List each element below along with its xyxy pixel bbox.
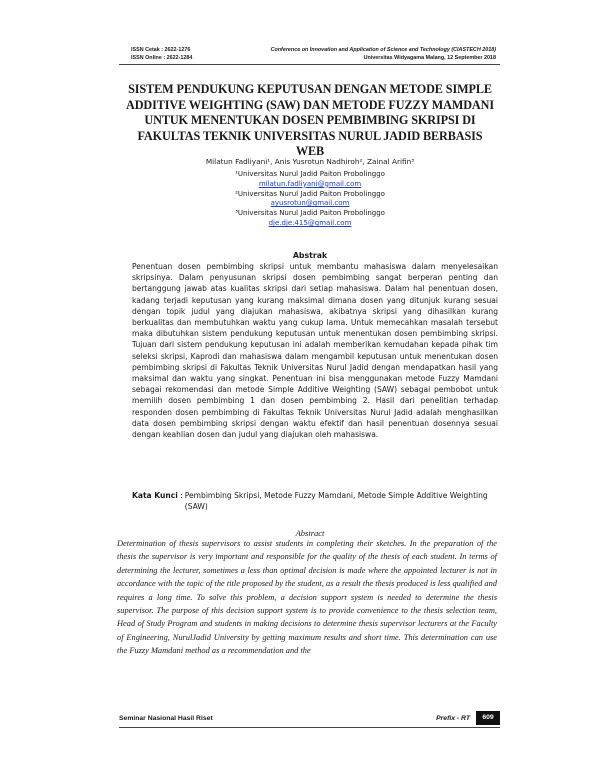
author-list: Milatun Fadliyani¹, Anis Yusrotun Nadhiroh², Zainal Arifin³	[205, 157, 415, 166]
abstract-en-heading: Abstract	[295, 528, 325, 538]
conference-venue-date: Universitas Widyagama Malang, 12 September 2018	[363, 55, 496, 61]
affiliation-3	[120, 209, 500, 229]
abstract-en-body: Determination of thesis supervisors to assist students in completing their sketches. In the preparation of the thesis the supervisor is very important and responsible for the quality of the thesis of each student. In terms of determining the lecturer, sometimes a less than optimal decision is made where the appointed lecturer is not in accordance with the topic of the title proposed by the student, as a result the thesis produced is less qualified and requires a long time. To solve this problem, a decision support system is needed to determine the thesis supervisor. The purpose of this decision support system is to provide convenience to the thesis selection team, Head of Study Program and students in making decisions to determine thesis supervisor lecturers at the Faculty of Engineering, NurulJadid University by getting maximum results and short time. This determination can use the Fuzzy Mamdani method as a recommendation and the	[117, 539, 497, 656]
affiliations	[120, 170, 500, 229]
email-link[interactable]: milatun.fadliyani@gmail.com	[258, 179, 362, 188]
footer-seminar: Seminar Nasional Hasil Riset	[119, 715, 213, 722]
abstract-id-heading: Abstrak	[292, 251, 328, 260]
page-footer	[119, 711, 500, 725]
affiliation-2	[120, 190, 500, 210]
footer-rule	[119, 727, 500, 728]
issn-print: ISSN Cetak : 2622-1276	[131, 47, 191, 53]
email-link[interactable]: ayusrotun@gmail.com	[270, 199, 350, 208]
issn-online: ISSN Online : 2622-1284	[131, 55, 193, 61]
conference-name: Conference on Innovation and Application of Science and Technology (CIASTECH 2018)	[270, 47, 496, 53]
affiliation-name: ³Universitas Nurul Jadid Paiton Probolinggo	[235, 209, 385, 218]
conference-block	[271, 46, 496, 62]
affiliation-name: ²Universitas Nurul Jadid Paiton Probolinggo	[235, 189, 385, 198]
affiliation-1	[120, 170, 500, 190]
abstract-id-body: Penentuan dosen pembimbing skripsi untuk membantu mahasiswa dalam menyelesaikan skripsinya. Dalam penyusunan skripsi dosen pembimbing sangat berperan penting dan bertanggung jawab atas kualitas skripsi dari setiap mahasiswa. Dalam hal penentuan dosen, kadang terjadi keputusan yang kurang maksimal dimana dosen yang ditunjuk kurang sesuai dengan topik judul yang diajukan mahasiswa, akibatnya skripsi yang dihasilkan kurang berkualitas dan membutuhkan waktu yang cukup lama. Untuk memecahkan masalah tersebut maka dibutuhkan sistem pendukung keputusan untuk menentukan dosen pembimbing skripsi. Tujuan dari sistem pendukung keputusan ini adalah memberikan kemudahan kepada pihak tim seleksi skripsi, Kaprodi dan mahasiswa dalam mengambil keputusan untuk menentukan dosen pembimbing skripsi di Fakultas Teknik Universitas Nurul Jadid dengan mendapatkan hasil yang maksimal dan waktu yang singkat. Penentuan ini bisa menggunakan metode Fuzzy Mamdani sebagai rekomendasi dan metode Simple Additive Weighting (SAW) sebagai pembobot untuk memilih dosen pembimbing 1 dan dosen pembimbing 2. Hasil dari penelitian terhadap responden dosen pembimbing di Fakultas Teknik Universitas Nurul Jadid adalah menghasilkan data dosen pembimbing skripsi dengan waktu efektif dan hasil penentuan dosennya sesuai dengan keahlian dosen dan judul yang diajukan oleh mahasiswa.	[132, 262, 498, 440]
page-number: 609	[476, 711, 500, 725]
paper-title: SISTEM PENDUKUNG KEPUTUSAN DENGAN METODE SIMPLE ADDITIVE WEIGHTING (SAW) DAN METODE FUZZY MAMDANI UNTUK MENENTUKAN DOSEN PEMBIMBING SKRIPSI DI FAKULTAS TEKNIK UNIVERSITAS NURUL JADID BERBASIS WEB	[126, 82, 494, 159]
keywords-text: Pembimbing Skripsi, Metode Fuzzy Mamdani, Metode Simple Additive Weighting (SAW)	[184, 491, 488, 511]
footer-prefix: Prefix - RT	[436, 715, 470, 722]
keywords-label: Kata Kunci	[132, 491, 178, 500]
header-rule	[119, 64, 500, 65]
keywords-separator: :	[180, 491, 183, 500]
issn-block	[131, 46, 192, 62]
email-link[interactable]: dje.dje.415@gmail.com	[268, 218, 352, 227]
keywords	[132, 490, 498, 512]
affiliation-name: ¹Universitas Nurul Jadid Paiton Probolinggo	[235, 170, 385, 178]
